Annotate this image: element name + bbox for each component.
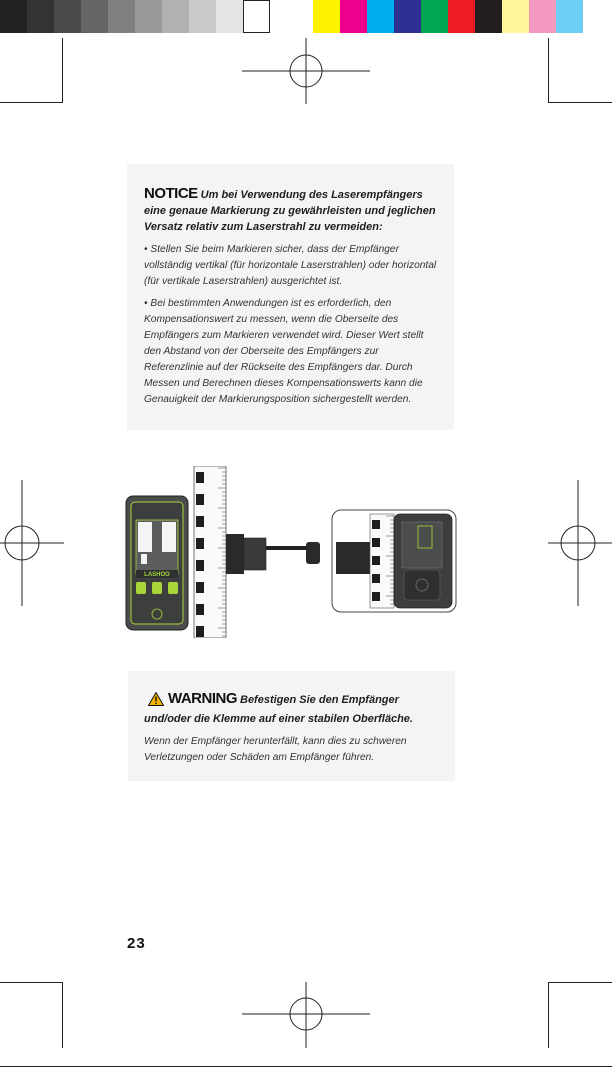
crop-mark-top-left-h (0, 102, 63, 103)
rod-block (372, 592, 380, 601)
rod-block (196, 472, 204, 483)
receiver-clamp-illustration (124, 466, 459, 638)
laser-receiver (126, 496, 188, 630)
gray-swatch (189, 0, 216, 33)
rod-block (196, 494, 204, 505)
color-swatch (340, 0, 367, 33)
crop-mark-bottom-right-v (548, 982, 549, 1048)
rod-block (196, 516, 204, 527)
color-swatch (502, 0, 529, 33)
detail-inset (332, 510, 456, 612)
notice-box (127, 164, 454, 430)
crop-mark-top-right-v (548, 38, 549, 102)
bottom-rule (0, 1066, 612, 1067)
registration-mark-top (242, 38, 370, 104)
color-swatch (475, 0, 502, 33)
gray-swatch (135, 0, 162, 33)
crop-mark-bottom-left-v (62, 982, 63, 1048)
registration-mark-bottom (242, 982, 370, 1048)
rod-block (196, 604, 204, 615)
gray-calibration-bar (0, 0, 270, 33)
color-swatch (448, 0, 475, 33)
warning-heading (144, 691, 440, 727)
color-swatch (421, 0, 448, 33)
rod-block (196, 582, 204, 593)
registration-mark-right (548, 480, 612, 606)
rod-block (372, 556, 380, 565)
warning-tag: WARNING (168, 690, 237, 707)
registration-mark-left (0, 480, 64, 606)
warning-body: Wenn der Empfänger herunterfällt, kann dies zu schweren Verletzungen oder Schäden am Empfänger führen. (144, 736, 407, 763)
device-brand-label: LASHOO (144, 572, 170, 578)
crop-mark-top-left-v (62, 38, 63, 102)
gray-swatch (81, 0, 108, 33)
color-swatch (529, 0, 556, 33)
color-calibration-bar (313, 0, 583, 33)
notice-heading-text: Um bei Verwendung des Laserempfängers eine genaue Markierung zu gewährleisten und jeglichen Versatz relativ zum Laserstrahl zu vermeiden: (144, 189, 436, 233)
color-swatch (367, 0, 394, 33)
rod-block (196, 560, 204, 571)
notice-tag: NOTICE (144, 185, 198, 202)
gray-swatch (27, 0, 54, 33)
gray-swatch (54, 0, 81, 33)
notice-heading (144, 186, 439, 235)
color-swatch (313, 0, 340, 33)
color-swatch (556, 0, 583, 33)
gray-swatch (0, 0, 27, 33)
gray-swatch (216, 0, 243, 33)
rod-block (372, 538, 380, 547)
leveling-rod (194, 466, 226, 638)
warning-box (128, 671, 455, 781)
crop-mark-bottom-right-h (548, 982, 612, 983)
gray-swatch (162, 0, 189, 33)
rod-block (196, 538, 204, 549)
page-number: 23 (127, 935, 146, 952)
color-swatch (394, 0, 421, 33)
crop-mark-bottom-left-h (0, 982, 63, 983)
warning-heading-text: Befestigen Sie den Empfänger und/oder die Klemme auf einer stabilen Oberfläche. (144, 694, 413, 725)
gray-swatch (243, 0, 270, 33)
crop-mark-top-right-h (548, 102, 612, 103)
rod-block (372, 574, 380, 583)
clamp (226, 534, 320, 574)
notice-bullet-1: • Stellen Sie beim Markieren sicher, dass der Empfänger vollständig vertikal (für horizontale Laserstrahlen) oder horizontal (für vertikale Laserstrahlen) ausgerichtet ist. (144, 244, 437, 287)
rod-block (372, 520, 380, 529)
rod-block (196, 626, 204, 637)
gray-swatch (108, 0, 135, 33)
notice-bullet-2: • Bei bestimmten Anwendungen ist es erforderlich, den Kompensationswert zu messen, wenn die Oberseite des Empfängers zum Markieren verwendet wird. Dieser Wert stellt den Abstand von der Oberseite des Empfängers zur Referenzlinie auf der Rückseite des Empfängers dar. Durch Messen und Berechnen dieses Kompensationswerts kann die Genauigkeit der Markierungsposition sichergestellt werden. (144, 298, 424, 405)
warning-triangle-icon (148, 692, 164, 711)
